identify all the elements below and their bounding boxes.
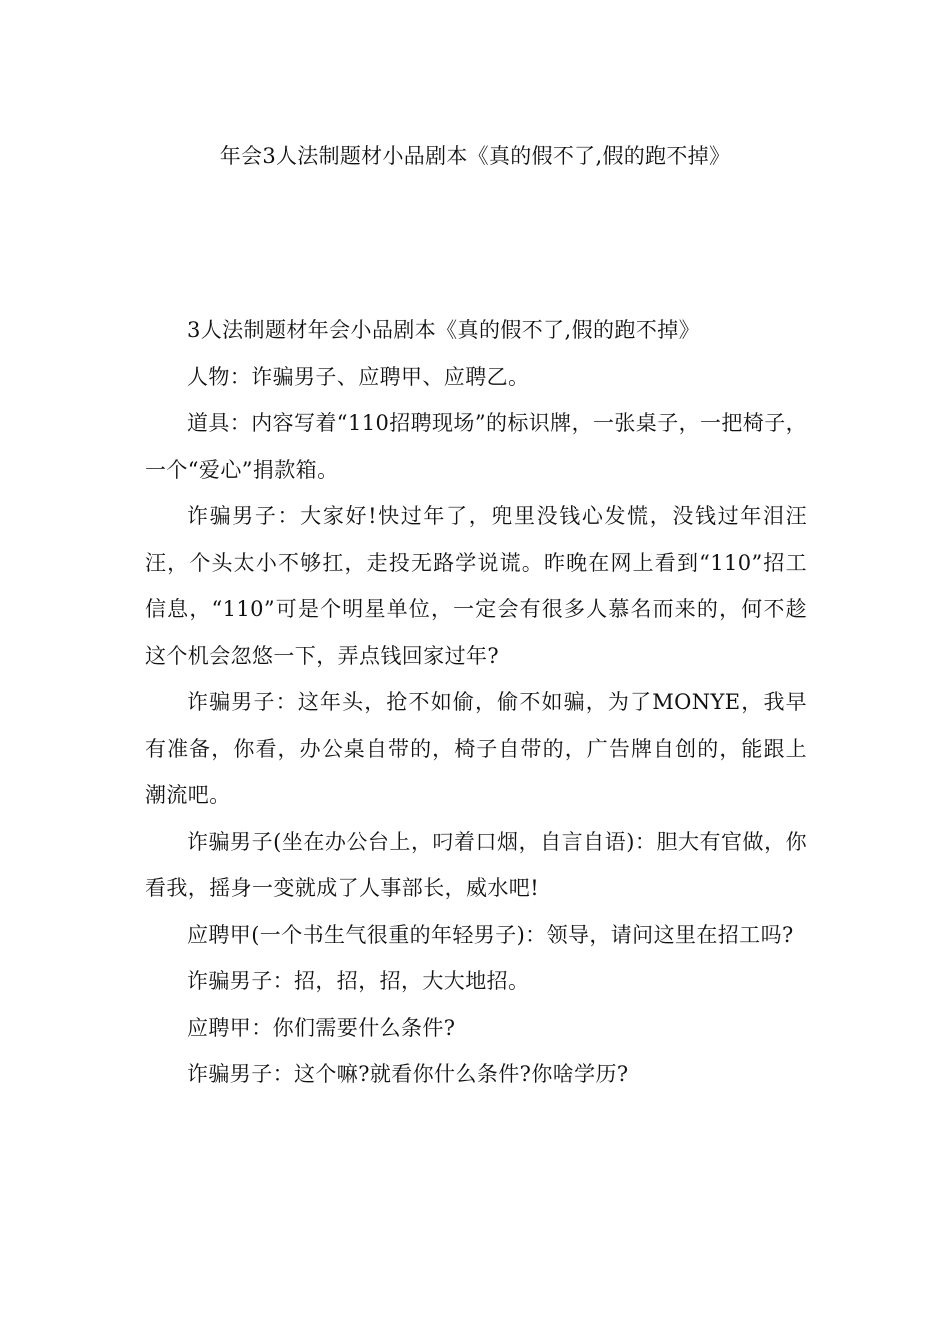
paragraph-dialogue: 诈骗男子：这个嘛?就看你什么条件?你啥学历? bbox=[187, 1062, 629, 1086]
paragraph-dialogue: 应聘甲：你们需要什么条件? bbox=[187, 1015, 456, 1040]
paragraph-dialogue: 诈骗男子：大家好!快过年了，兜里没钱心发慌，没钱过年泪汪汪，个头太小不够扛，走投无路学说谎。昨晚在网上看到“110”招工信息，“110”可是个明星单位，一定会有很多人慕名而来的，何不趁这个机会忽悠一下，弄点钱回家过年? bbox=[145, 504, 807, 668]
document-body bbox=[145, 307, 807, 1098]
paragraph-dialogue: 诈骗男子(坐在办公台上，叼着口烟，自言自语)：胆大有官做，你看我，摇身一变就成了人事部长，威水吧! bbox=[145, 829, 807, 900]
paragraph-props: 道具：内容写着“110招聘现场”的标识牌，一张桌子，一把椅子，一个“爱心”捐款箱。 bbox=[145, 411, 807, 482]
paragraph-dialogue: 诈骗男子：这年头，抢不如偷，偷不如骗，为了MONYE，我早有准备，你看，办公桌自带的，椅子自带的，广告牌自创的，能跟上潮流吧。 bbox=[145, 690, 807, 807]
paragraph-subtitle: 3人法制题材年会小品剧本《真的假不了,假的跑不掉》 bbox=[187, 318, 701, 342]
paragraph-dialogue: 应聘甲(一个书生气很重的年轻男子)：领导，请问这里在招工吗? bbox=[187, 922, 794, 947]
paragraph-dialogue: 诈骗男子：招，招，招，大大地招。 bbox=[187, 969, 530, 993]
paragraph-characters: 人物：诈骗男子、应聘甲、应聘乙。 bbox=[187, 364, 530, 389]
document-title: 年会3人法制题材小品剧本《真的假不了,假的跑不掉》 bbox=[219, 144, 731, 168]
